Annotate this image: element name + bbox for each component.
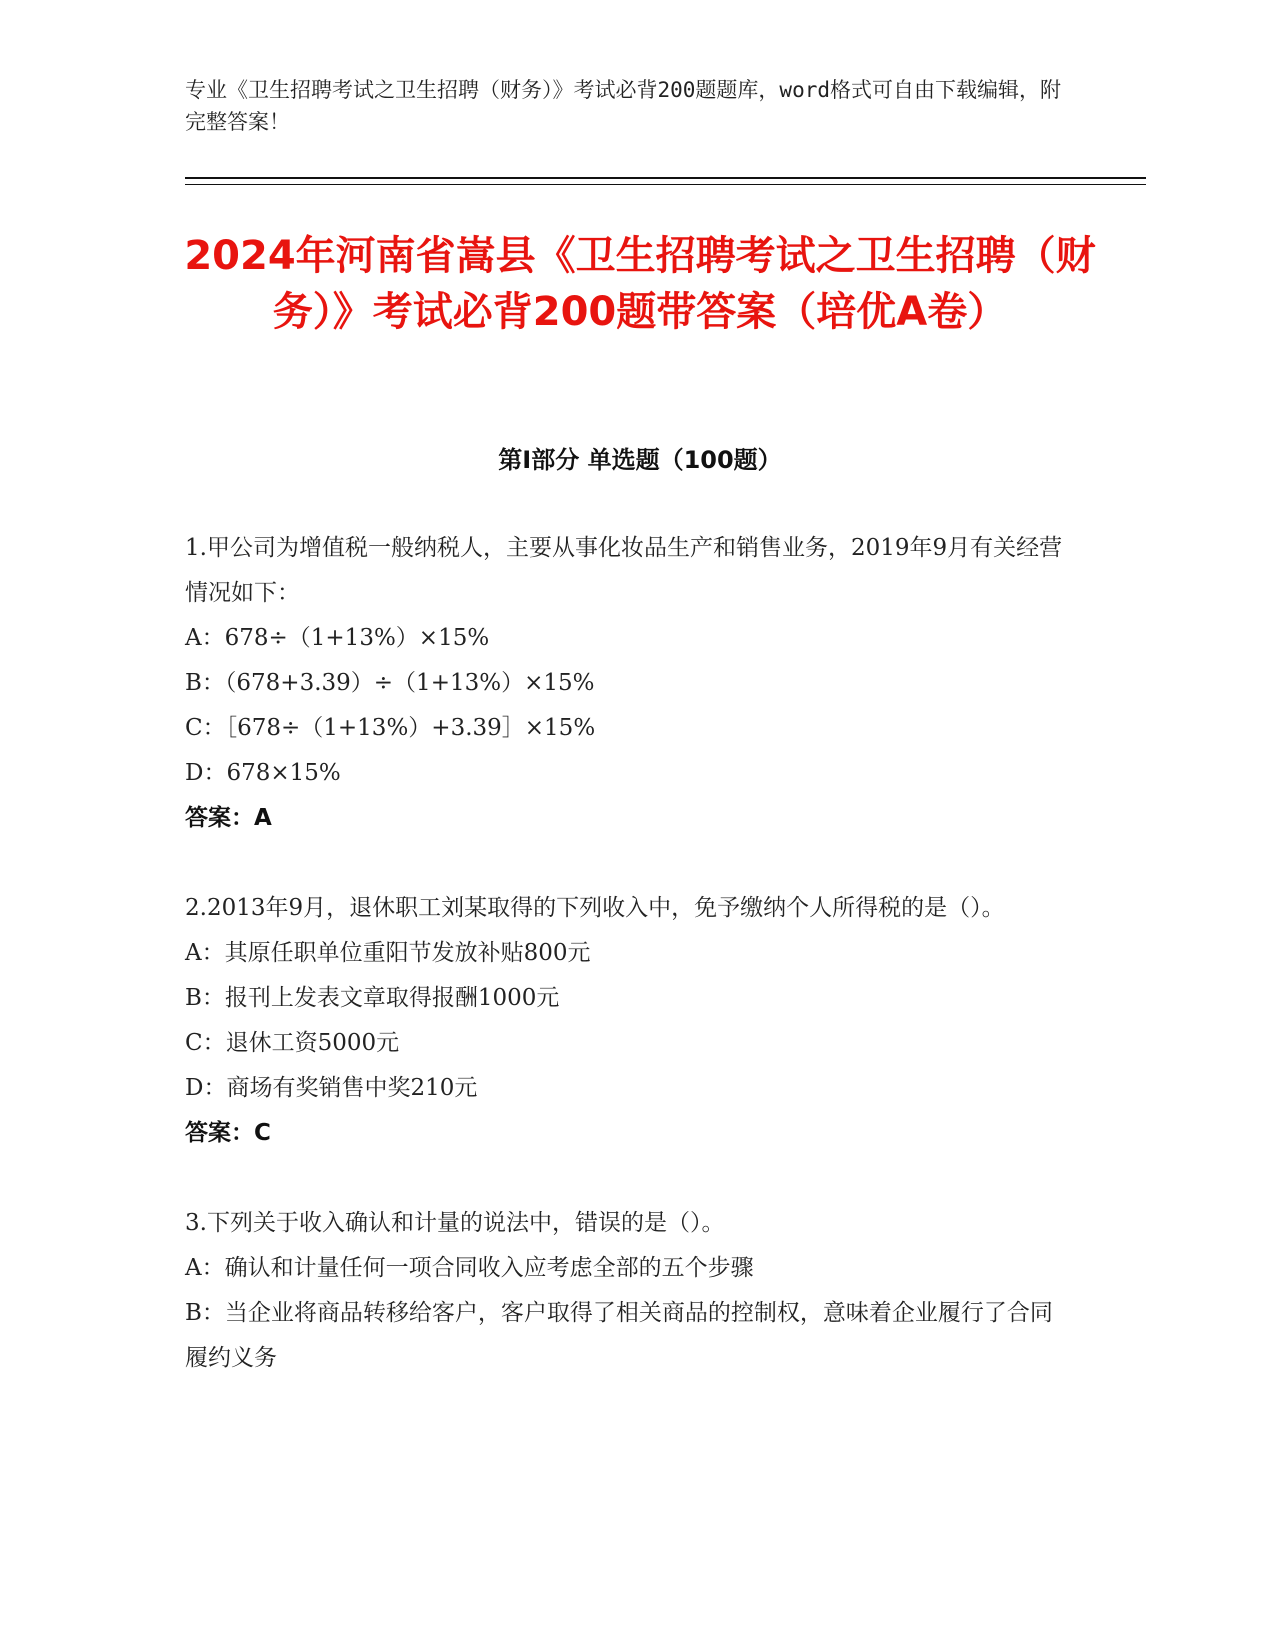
option-c: C：［678÷（1+13%）+3.39］×15% (185, 715, 596, 741)
option-b: B：报刊上发表文章取得报酬1000元 (185, 985, 560, 1011)
answer-label: 答案：A (185, 805, 272, 831)
option-d: D：678×15% (185, 760, 341, 786)
header-note: 专业《卫生招聘考试之卫生招聘（财务）》考试必背200题题库，word格式可自由下载编辑，附完整答案！ (185, 78, 1061, 134)
option-a: A：确认和计量任何一项合同收入应考虑全部的五个步骤 (185, 1255, 754, 1281)
question-stem: 1.甲公司为增值税一般纳税人，主要从事化妆品生产和销售业务，2019年9月有关经营情况如下： (185, 535, 1063, 606)
option-d: D：商场有奖销售中奖210元 (185, 1075, 478, 1101)
answer-label: 答案：C (185, 1120, 271, 1146)
option-b: B：（678+3.39）÷（1+13%）×15% (185, 670, 595, 696)
header-divider-thin (185, 184, 1146, 185)
section-title: 第I部分 单选题（100题） (498, 446, 782, 474)
option-a: A：其原任职单位重阳节发放补贴800元 (185, 940, 591, 966)
document-title: 2024年河南省嵩县《卫生招聘考试之卫生招聘（财务）》考试必背200题带答案（培优A卷） (184, 233, 1096, 335)
option-a: A：678÷（1+13%）×15% (185, 625, 490, 651)
question-stem: 2.2013年9月，退休职工刘某取得的下列收入中，免予缴纳个人所得税的是（）。 (185, 895, 1005, 921)
header-divider-thick (185, 177, 1146, 179)
question-1 (185, 526, 1065, 841)
question-3 (185, 1201, 1065, 1381)
option-b: B：当企业将商品转移给客户，客户取得了相关商品的控制权，意味着企业履行了合同履约义务 (185, 1300, 1053, 1371)
question-stem: 3.下列关于收入确认和计量的说法中，错误的是（）。 (185, 1210, 725, 1236)
option-c: C：退休工资5000元 (185, 1030, 400, 1056)
question-list (185, 526, 1065, 1426)
question-2 (185, 886, 1065, 1156)
